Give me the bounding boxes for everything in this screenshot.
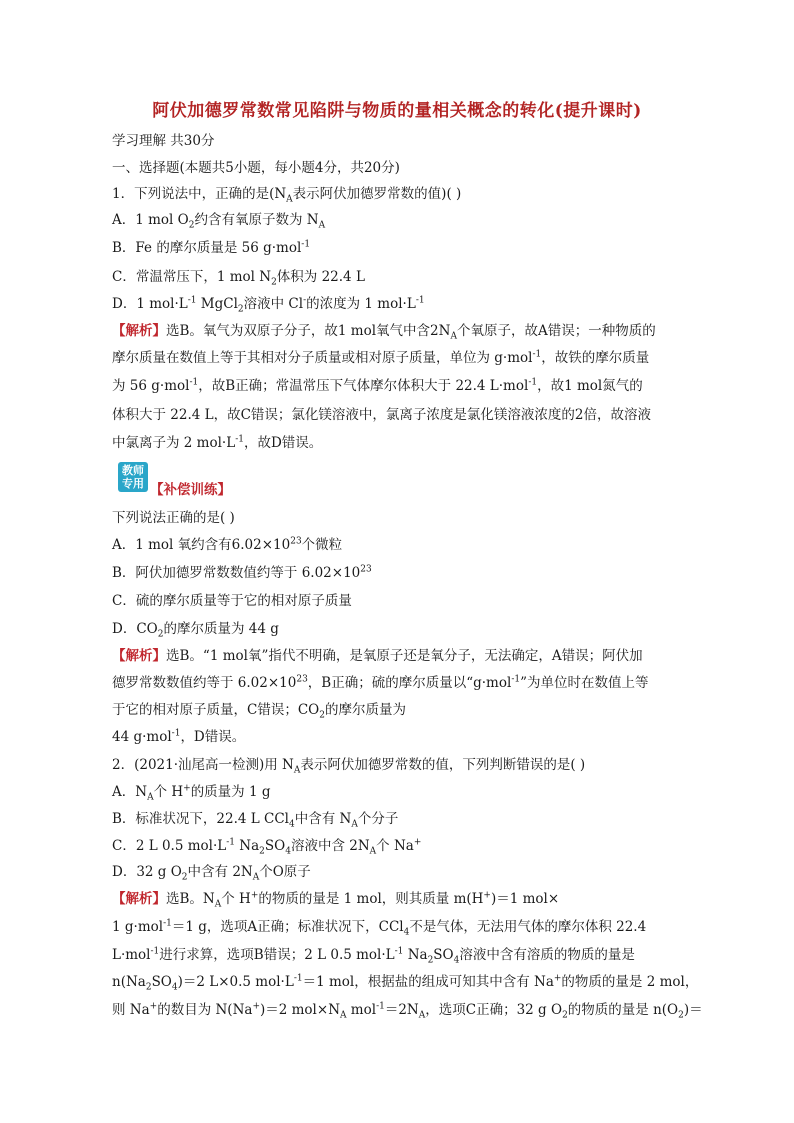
analysis-tag: 【解析】 [112, 648, 166, 664]
supp-analysis-line: 于它的相对原子质量，C错误；$CO_2$的摩尔质量为 [112, 702, 406, 721]
section-header: 学习理解 共30分 [112, 133, 215, 149]
supp-analysis-line: 44 g·mol$^{-1}$，D错误。 [112, 728, 246, 745]
q1-stem: 1．下列说法中，正确的是($N_A$表示阿伏加德罗常数的值)( ) [112, 186, 462, 205]
q2-analysis-line: 则 Na+的数目为 N(Na+)＝2 $mol\times N_A$ $mol^{-1}=2N_A$，选项C正确；32 g $O_2$的物质的量是 $n(O_2)=$ [112, 1001, 703, 1021]
q2-analysis-line: 1 g·mol$^{-1}$＝1 g，选项A正确；标准状况下，CCl$_4$不是气体，无法用气体的摩尔体积 22.4 [112, 918, 647, 938]
supp-option-a: A．1 mol 氧约含有$6.02\times 10^{23}$个微粒 [112, 536, 343, 553]
supp-analysis-line: 德罗常数数值约等于 $6.02\times 10^{23}$，B正确；硫的摩尔质量以“g·mol$^{-1}$”为单位时在数值上等 [112, 674, 649, 691]
section-instructions: 一、选择题(本题共5小题，每小题4分，共20分) [112, 160, 400, 176]
q2-option-b: B．标准状况下，22.4 L CCl$_4$中含有 $N_A$个分子 [112, 811, 399, 830]
q2-option-c: C．2 L 0.5 $mol\cdot L^{-1}$ $Na_2SO_4$溶液中含 $2N_A$个 Na+ [112, 837, 422, 857]
q1-analysis-line: 体积大于 22.4 L，故C错误；氯化镁溶液中，氯离子浓度是氯化镁溶液浓度的2倍，故溶液 [112, 407, 652, 423]
supp-analysis-line: 【解析】选B。“1 mol氧”指代不明确，是氧原子还是氧分子，无法确定，A错误；阿伏加 [112, 648, 643, 664]
q1-analysis-line: 摩尔质量在数值上等于其相对分子质量或相对原子质量，单位为 g·mol$^{-1}$，故铁的摩尔质量 [112, 349, 650, 366]
page-title: 阿伏加德罗常数常见陷阱与物质的量相关概念的转化(提升课时) [152, 101, 642, 121]
q2-analysis-line: 【解析】选B。$N_A$个 H+的物质的量是 1 mol，则其质量 m(H+)＝1 mol× [112, 890, 560, 910]
q2-option-d: D．32 g $O_2$中含有 $2N_A$个O原子 [112, 864, 311, 883]
supp-option-c: C．硫的摩尔质量等于它的相对原子质量 [112, 593, 352, 609]
teacher-only-badge: 教师 专用 [118, 462, 148, 492]
supp-option-b: B．阿伏加德罗常数数值约等于 $6.02\times 10^{23}$ [112, 564, 372, 581]
q1-option-c: C．常温常压下，1 mol $N_2$体积为 22.4 L [112, 269, 365, 288]
q2-analysis-line: $n(Na_2SO_4)=2$ L×0.5 $mol\cdot L^{-1}=1$ mol，根据盐的组成可知其中含有 Na+的物质的量是 2 mol， [112, 973, 699, 993]
q2-analysis-line: L·mol$^{-1}$进行求算，选项B错误；2 L 0.5 $mol\cdot L^{-1}$ $Na_2SO_4$溶液中含有溶质的物质的量是 [112, 946, 635, 966]
q1-analysis-line: 为 56 g·mol$^{-1}$，故B正确；常温常压下气体摩尔体积大于 22.4 L·mol$^{-1}$，故1 mol氮气的 [112, 377, 643, 394]
q2-stem: 2．(2021·汕尾高一检测)用 $N_A$表示阿伏加德罗常数的值，下列判断错误的是( ) [112, 757, 586, 776]
q1-analysis-line: 中氯离子为 2 $mol\cdot L^{-1}$，故D错误。 [112, 434, 323, 451]
q1-option-b: B．Fe 的摩尔质量是 56 g·mol$^{-1}$ [112, 239, 311, 256]
q1-option-d: D．1 $mol\cdot L^{-1}$ MgCl$_2$溶液中 Cl-的浓度为 1 $mol\cdot L^{-1}$ [112, 295, 425, 315]
q1-option-a: A．1 mol $O_2$约含有氧原子数为 $N_A$ [112, 212, 326, 231]
q1-analysis-line: 【解析】选B。氧气为双原子分子，故1 mol氧气中含$2N_A$个氧原子，故A错误；一种物质的 [112, 323, 656, 342]
supplement-tag: 【补偿训练】 [150, 482, 231, 498]
supp-option-d: D．$CO_2$的摩尔质量为 44 g [112, 621, 279, 640]
analysis-tag: 【解析】 [112, 891, 166, 907]
q2-option-a: A．$N_A$个 H+的质量为 1 g [112, 783, 271, 803]
analysis-tag: 【解析】 [112, 323, 166, 339]
supp-stem: 下列说法正确的是( ) [112, 510, 235, 526]
